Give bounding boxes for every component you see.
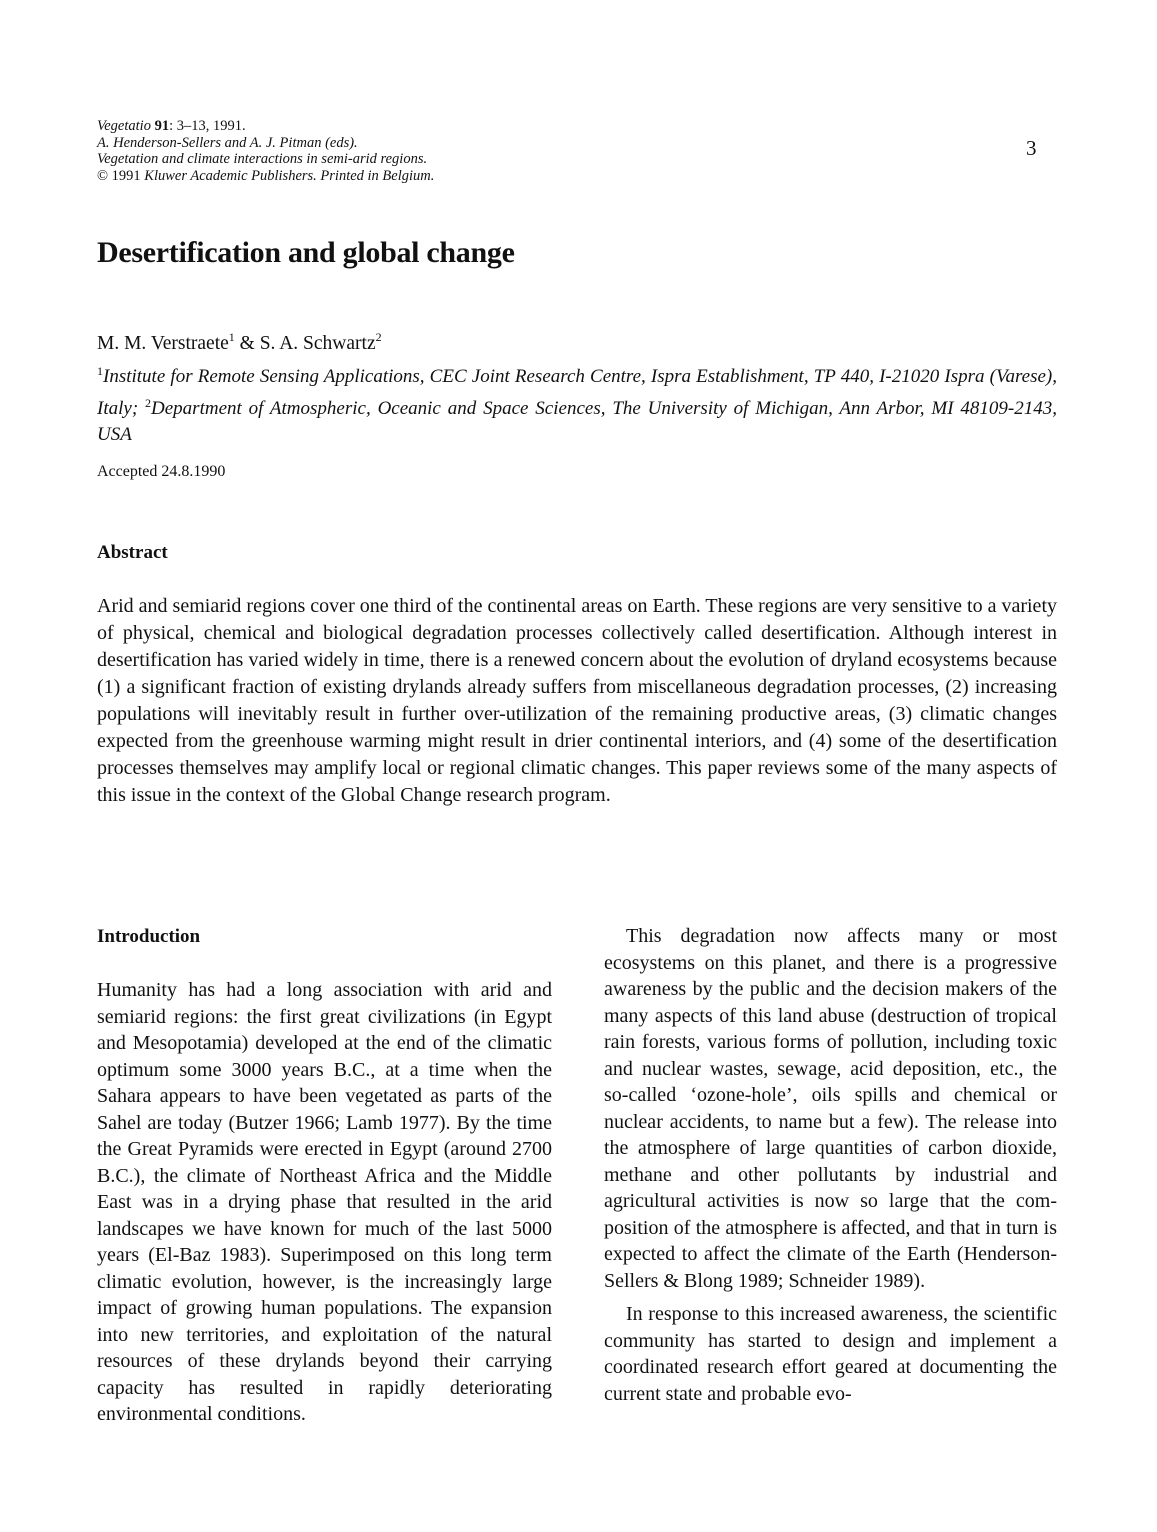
affiliations — [97, 358, 1057, 448]
introduction-heading: Introduction — [97, 926, 201, 947]
left-column — [97, 977, 552, 1428]
body-paragraph: Humanity has had a long association with arid and semiarid regions: the first great civilizations (in Egypt and Mesopotamia) developed at the end of the climatic optimum some 3000 years B.C., at a time when the Sahara appears to have been vegetated as parts of the Sahel are today (Butzer 1966; Lamb 1977). By the time the Great Pyramids were erected in Egypt (around 2700 B.C.), the climate of Northeast Africa and the Middle East was in a drying phase that resulted in the arid landscapes we have known for much of the last 5000 years (El-Baz 1983). Superimposed on this long term climatic evolution, however, is the increasingly large impact of growing human populations. The expansion into new territories, and exploitation of the natural resources of these drylands beyond their carrying capacity has resulted in rapidly deteriorating environmental conditions. — [97, 979, 552, 1425]
abstract-text: Arid and semiarid regions cover one third of the continental areas on Earth. These regions are very sensitive to a variety of physical, chemical and biological degradation processes collectively called desertification. Although interest in desertification has varied widely in time, there is a renewed concern about the evolution of dryland ecosystems because (1) a significant fraction of existing drylands already suffers from miscellaneous degradation processes, (2) increasing populations will inevitably result in further over-utilization of the remaining productive areas, (3) climatic changes expected from the greenhouse warming might result in drier continental interiors, and (4) some of the desertification processes themselves may amplify local or regional climatic changes. This paper reviews some of the many aspects of this issue in the context of the Global Change research program. — [97, 595, 1057, 806]
affiliation-mark: 1 — [97, 364, 103, 378]
affiliation-mark: 2 — [145, 396, 152, 410]
author-affiliation-mark: 1 — [228, 330, 235, 344]
abstract-heading: Abstract — [97, 542, 168, 563]
author-affiliation-mark: 2 — [375, 330, 382, 344]
affiliation-text: Institute for Remote Sensing Applications, CEC Joint Research Centre, Ispra Establishment, TP 440, I-21020 Ispra (Varese), Italy; — [97, 366, 1057, 419]
body-paragraph: This degradation now affects many or most ecosystems on this planet, and there is a progressive awareness by the public and the decision makers of the many aspects of this land abuse (destruction of tropical rain forests, various forms of pollution, including toxic and nuclear wastes, sewage, acid deposition, etc., the so-called ‘ozone-hole’, oils spills and chemical or nuclear accidents, to name but a few). The release into the atmosphere of large quantities of carbon dioxide, methane and other pollutants by industrial and agricultural activities is now so large that the composition of the atmosphere is affected, and that in turn is expected to affect the climate of the Earth (Henderson-Sellers & Blong 1989; Schneider 1989). — [604, 925, 1057, 1292]
publisher: Kluwer Academic Publishers. Printed in Belgium. — [144, 167, 435, 184]
copyright-symbol: © — [97, 167, 109, 184]
author-name: S. A. Schwartz — [259, 333, 376, 354]
book-title-line: Vegetation and climate interactions in semi-arid regions. — [97, 151, 428, 167]
accepted-date: Accepted 24.8.1990 — [97, 463, 226, 480]
author-list — [97, 330, 382, 355]
copyright-year: 1991 — [111, 167, 141, 184]
copyright-line — [97, 168, 434, 185]
journal-name: Vegetatio — [97, 118, 151, 134]
editors-line: A. Henderson-Sellers and A. J. Pitman (eds). — [97, 134, 358, 151]
journal-line — [97, 118, 434, 135]
author-separator: & — [239, 333, 255, 354]
page-number: 3 — [1026, 136, 1037, 160]
journal-citation — [97, 118, 434, 184]
journal-volume: 91 — [154, 118, 170, 134]
affiliation-text: Department of Atmospheric, Oceanic and Space Sciences, The University of Michigan, Ann Arbor, MI 48109-2143, USA — [97, 398, 1057, 445]
article-title: Desertification and global change — [97, 236, 515, 269]
right-column — [604, 923, 1057, 1407]
body-paragraph: In response to this increased awareness, the scientific community has started to design and implement a coordinated research effort geared at documenting the current state and probable evo- — [604, 1303, 1057, 1405]
author-name: M. M. Verstraete — [97, 333, 229, 354]
journal-pages-year: : 3–13, 1991. — [169, 118, 246, 134]
